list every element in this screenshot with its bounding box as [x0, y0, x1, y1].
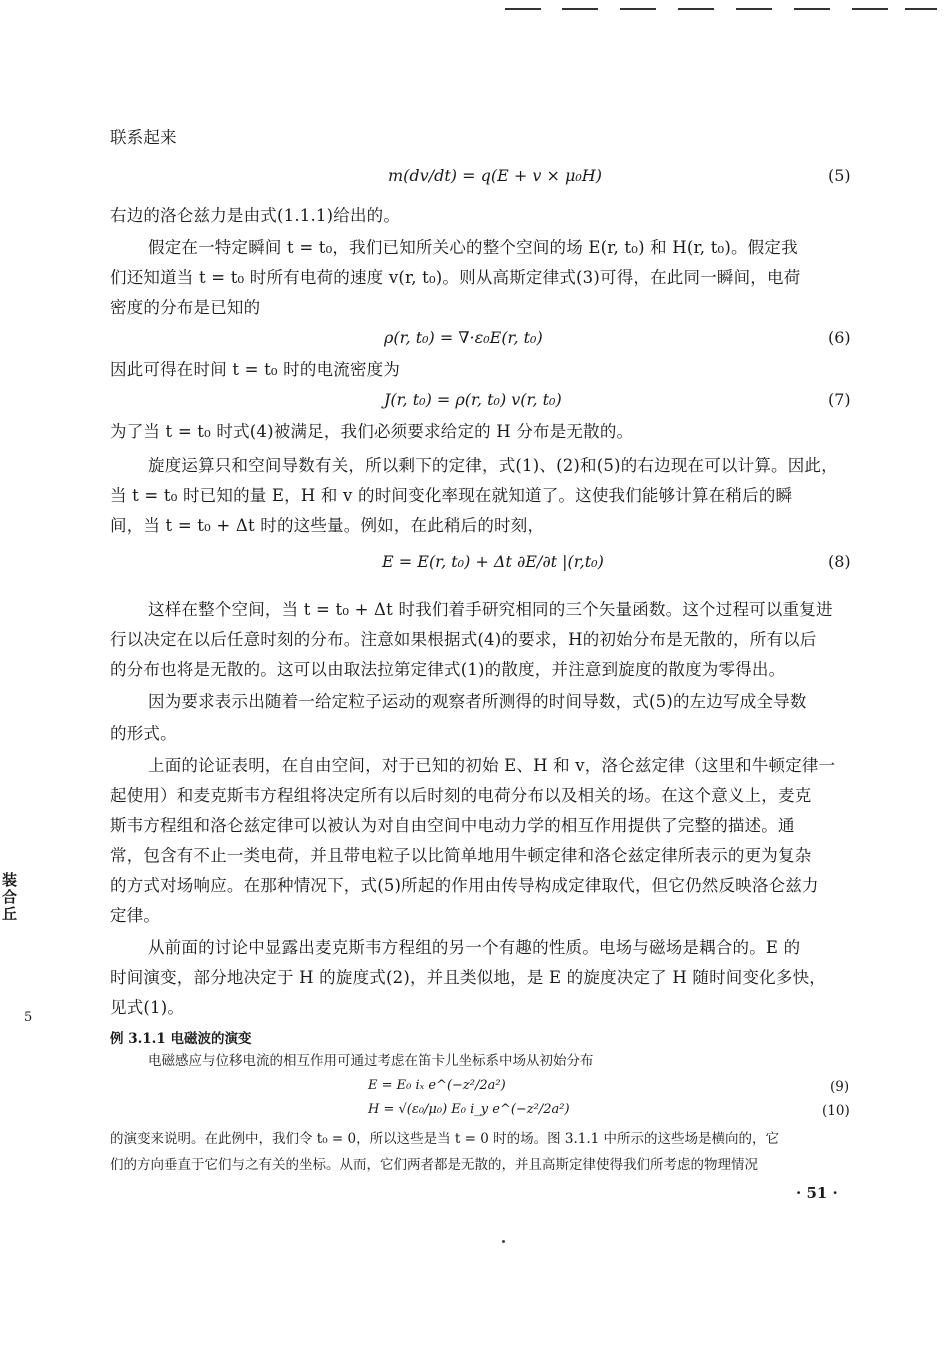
equation-number: (7): [828, 390, 851, 409]
text-line: 间，当 t = t₀ + Δt 时的这些量。例如，在此稍后的时刻，: [110, 516, 545, 535]
text-line: 们的方向垂直于它们与之有关的坐标。从而，它们两者都是无散的，并且高斯定律使得我们所考虑的物理情况: [110, 1157, 758, 1173]
equation-number: (6): [828, 328, 851, 347]
text-line: 常，包含有不止一类电荷，并且带电粒子以比简单地用牛顿定律和洛仑兹定律所表示的更为复杂: [110, 846, 812, 865]
header-rule-3: [620, 8, 656, 10]
text-line: 的演变来说明。在此例中，我们令 t₀ = 0，所以这些是当 t = 0 时的场。图 3.1.1 中所示的这些场是横向的，它: [110, 1131, 780, 1147]
example-title: 例 3.1.1 电磁波的演变: [110, 1031, 252, 1047]
text-line: 联系起来: [110, 128, 177, 147]
text-line: 旋度运算只和空间导数有关，所以剩下的定律，式(1)、(2)和(5)的右边现在可以计算。因此，: [148, 456, 838, 475]
text-line: 的形式。: [110, 724, 177, 743]
binding-mark: 装 合 丘: [2, 871, 18, 923]
text-line: 的方式对场响应。在那种情况下，式(5)所起的作用由传导构成定律取代，但它仍然反映洛仑兹力: [110, 876, 819, 895]
header-rule-2: [562, 8, 598, 10]
header-rule-5: [736, 8, 772, 10]
text-line: 见式(1)。: [110, 998, 185, 1017]
header-rule-1: [505, 8, 541, 10]
equation-5: m(dv/dt) = q(E + v × μ₀H): [388, 166, 602, 185]
text-line: 从前面的讨论中显露出麦克斯韦方程组的另一个有趣的性质。电场与磁场是耦合的。E 的: [148, 938, 801, 957]
text-line: 这样在整个空间，当 t = t₀ + Δt 时我们着手研究相同的三个矢量函数。这个过程可以重复进: [148, 600, 833, 619]
text-line: 斯韦方程组和洛仑兹定律可以被认为对自由空间中电动力学的相互作用提供了完整的描述。通: [110, 816, 795, 835]
text-line: 因此可得在时间 t = t₀ 时的电流密度为: [110, 360, 401, 379]
equation-number: (5): [828, 166, 851, 185]
header-rule-4: [678, 8, 714, 10]
text-line: 定律。: [110, 906, 161, 925]
equation-number: (10): [822, 1103, 850, 1119]
page-number: · 51 ·: [796, 1184, 838, 1202]
text-line: 时间演变，部分地决定于 H 的旋度式(2)，并且类似地，是 E 的旋度决定了 H 随时间变化多快，: [110, 968, 826, 987]
text-line: 当 t = t₀ 时已知的量 E，H 和 v 的时间变化率现在就知道了。这使我们能够计算在稍后的瞬: [110, 486, 793, 505]
text-line: 因为要求表示出随着一给定粒子运动的观察者所测得的时间导数，式(5)的左边写成全导数: [148, 692, 807, 711]
text-line: 行以决定在以后任意时刻的分布。注意如果根据式(4)的要求，H的初始分布是无散的，所有以后: [110, 630, 817, 649]
text-line: 上面的论证表明，在自由空间，对于已知的初始 E、H 和 v，洛仑兹定律（这里和牛顿定律一: [148, 756, 836, 775]
equation-number: (9): [830, 1079, 850, 1095]
header-rule-7: [852, 8, 888, 10]
speck: [502, 1240, 505, 1243]
text-line: 为了当 t = t₀ 时式(4)被满足，我们必须要求给定的 H 分布是无散的。: [110, 422, 634, 441]
equation-8: E = E(r, t₀) + Δt ∂E/∂t |(r,t₀): [382, 552, 604, 571]
header-rule-6: [794, 8, 830, 10]
text-line: 密度的分布是已知的: [110, 298, 261, 317]
equation-10: H = √(ε₀/μ₀) E₀ i_y e^(−z²/2a²): [368, 1102, 570, 1117]
header-rule-8: [905, 8, 937, 10]
equation-6: ρ(r, t₀) = ∇·ε₀E(r, t₀): [384, 328, 543, 347]
text-line: 假定在一特定瞬间 t = t₀，我们已知所关心的整个空间的场 E(r, t₀) 和 H(r, t₀)。假定我: [148, 238, 798, 257]
equation-9: E = E₀ iₓ e^(−z²/2a²): [368, 1078, 506, 1093]
text-line: 电磁感应与位移电流的相互作用可通过考虑在笛卡儿坐标系中场从初始分布: [148, 1053, 594, 1069]
text-line: 右边的洛仑兹力是由式(1.1.1)给出的。: [110, 206, 401, 225]
margin-mark: 5: [24, 1010, 33, 1025]
equation-number: (8): [828, 552, 851, 571]
text-line: 们还知道当 t = t₀ 时所有电荷的速度 v(r, t₀)。则从高斯定律式(3)可得，在此同一瞬间，电荷: [110, 268, 801, 287]
equation-7: J(r, t₀) = ρ(r, t₀) v(r, t₀): [384, 390, 562, 409]
text-line: 的分布也将是无散的。这可以由取法拉第定律式(1)的散度，并注意到旋度的散度为零得出。: [110, 660, 786, 679]
text-line: 起使用）和麦克斯韦方程组将决定所有以后时刻的电荷分布以及相关的场。在这个意义上，麦克: [110, 786, 812, 805]
